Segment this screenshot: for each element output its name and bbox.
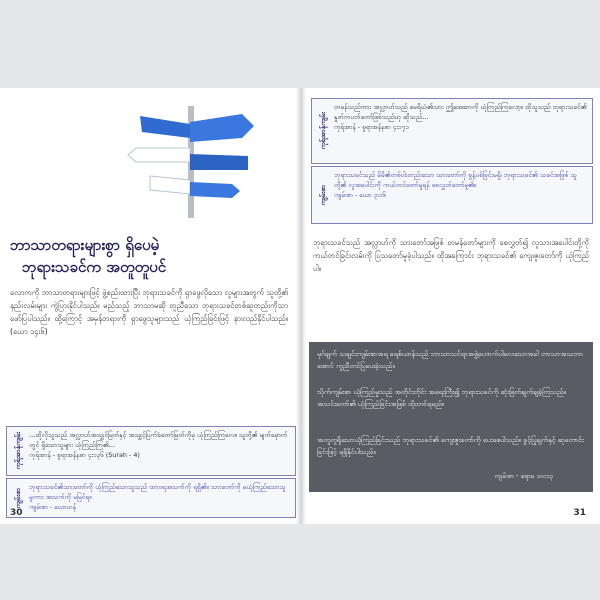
page-number-left: 30 — [10, 508, 23, 518]
quran-quote-box — [311, 98, 593, 164]
right-page — [301, 88, 600, 524]
quote-text: ဘုရားသခင်သည် မိမိ၏တစ်ပါးတည်းသော သားတော်ကို စွန့်ပစ်ခြင်းမရှိ၊ ဘုရားသခင်၏ သခင်အဖြစ် သူတို့၏ လူအပေါင်းကို ကယ်တင်တော်မူရန် စေလွှတ်တော်မူ၏။ — [334, 171, 577, 189]
bible-quote-box — [311, 166, 593, 224]
headline-line-1: ဘာသာတရားများစွာ ရှိပေမဲ့ — [10, 236, 160, 254]
block-source: ကျမ်းစာ - ရောမ ၁၀း၁၃ — [494, 472, 553, 480]
block-paragraph-1: မုဂ်ချက် သချင်းကျမ်းစာအရ ခရစ်ယာန်သည် ဘာသာသင်ရာအဖွဲ့ဟောက်ပါလေသောအခါ ဘာသာအသဘာအောင် ကူညီတင်ပြပေးခဲ့သည်။ — [317, 350, 583, 370]
headline-line-2: ဘုရားသခင်က အတူတူပင် — [22, 258, 167, 276]
quote-label: ကုရ်အာန်ကျမ်း — [14, 432, 22, 470]
quote-source: ကျမ်းစာ - ယော ၃း၁၆ — [334, 191, 386, 199]
body-paragraph: ဘုရားသခင်သည် အလ္လာဟ်ကို သားတော်အဖြစ် တမန်တော်များကို စေလွှတ်၍ လူသားအပေါင်းတို့ကို ကယ်တင်ခြင်းလမ်းကို ပြသတော်မူခဲ့ပါသည်။ ထိုအကြောင်း ဘုရားသခင်၏ ကျေးဇူးတော်ကို ယုံကြည်ပါ။ — [313, 238, 589, 273]
highlight-block — [309, 342, 593, 492]
quran-quote-box — [6, 426, 296, 476]
quote-label: ကျမ်းစာ — [319, 184, 327, 206]
book-gutter — [296, 88, 306, 524]
quote-label: ကုရ်အာန်ကျမ်း — [319, 112, 327, 150]
quote-label: ကျမ်းစာ — [14, 487, 22, 509]
page-number-right: 31 — [573, 508, 586, 518]
bible-quote-box — [6, 478, 296, 518]
quote-text: ဘုရားသခင်၏သားတော်ကို ယုံကြည်သောသူသည် ထာဝရအသက်ကို ရရှိ၏။ သားတော်ကို မယုံကြည်သောသူမူကား အသက်ကို မမြင်ရ။ — [29, 483, 286, 501]
quote-text: တမန်သည်ကား အလ္လာဟ်သည် မေရိယံ၏သား ဤအေဆာကို ယုံကြည်ကြလော့။ ထိုသူသည် ဘုရားသခင်၏ နှုတ်ကပတ်တော်ဖြစ်သည်ဟု ဆိုသည်... — [334, 103, 587, 121]
block-paragraph-3: အတူတူရှိသောယုံကြည်ခြင်းသည် ဘုရားသခင်၏ ကျေးဇူးတော်ကို ပေးစေပါသည်။ ခွင့်ပြုချက်နှင့် ဆုတောင်းခြင်းဖြင့် ရရှိနိုင်ပါသည်။ — [317, 436, 584, 456]
left-page — [0, 88, 301, 524]
quote-source: ကျမ်းစာ - ယောဟန် — [29, 503, 76, 511]
quote-source: ကုရ်အာန် - စူရာအန်နစာ ၄း၁၃၆ (Surah - 4) — [29, 451, 140, 459]
signpost-illustration — [120, 98, 270, 218]
block-paragraph-2: သိုက်ကျမ်းစာ ယုံကြည်မှုသည် အတိုင်းတိုင်း အရေးကြီး၍ ဘုရားသခင်ကို ဆုံးဖြတ်ချက်ချခဲ့ကြသည်။ အသင်းတော်၏ ယုံကြည်ခြင်းအဖြစ် ထိုးတင်ရမည်။ — [317, 388, 566, 408]
book-spread — [0, 88, 600, 524]
quote-source: ကုရ်အာန် - စူရာအန်နစာ ၄း၁၇၁ — [334, 123, 409, 131]
body-paragraph: လောကကို ဘာသာတရားများဖြင့် ဖွဲ့စည်းထားပြီး ဘုရားသခင်ကို ရှာဖွေလိုသော လူများအတွက် သူတို့၏ နည်းလမ်းများ ကွဲပြားနိုင်ပါသည်။ မည်သည့် ဘာသာမဆို တူညီသော ဘုရားသခင်တစ်ဆူတည်းကိုသာ ဖော်ပြပါသည်။ ထို့ကြောင့် အမှန်တရားကို ရှာဖွေသူများသည် ယုံကြည်ခြင်းဖြင့် နားလည်နိုင်ပါသည်။ (ယော ၁၄း၆) — [10, 288, 288, 336]
quote-text: ...ထိုလိုသူသည် အလ္လာဟ်အသျှင်မြတ်နှင့် အသျှင့်ပြက်ခံတော်မြတ်ကိုမှ ယုံကြည်ကြလေ။ သူတို့၏ မျက်မှောက်တွင် ရှိသောသူများ ယုံကြည်ကြ၏... — [29, 431, 288, 449]
